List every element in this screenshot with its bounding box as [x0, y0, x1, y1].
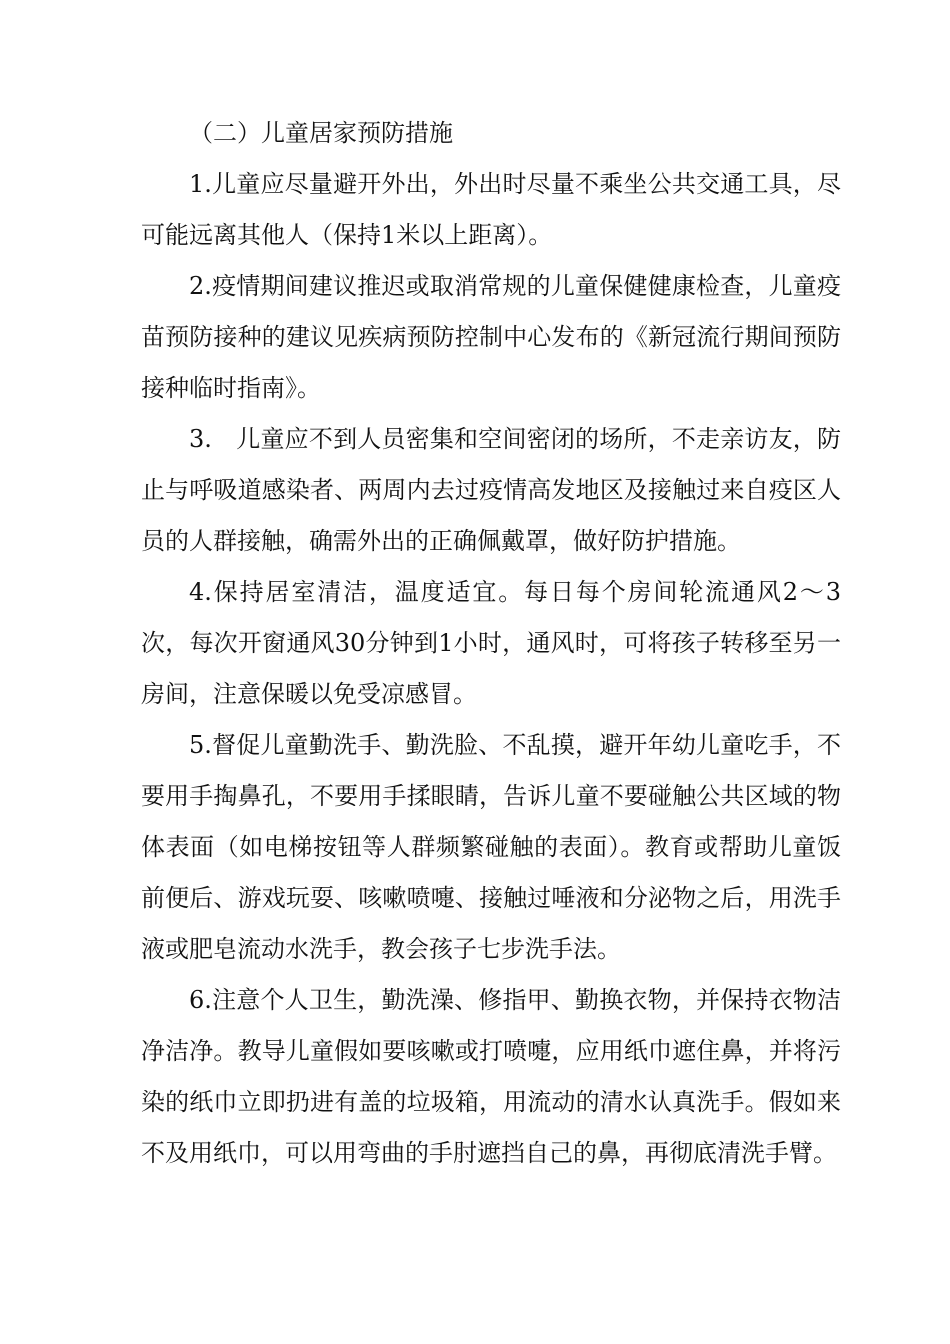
paragraph-3: 3. 儿童应不到人员密集和空间密闭的场所，不走亲访友，防止与呼吸道感染者、两周内去过疫情高发地区及接触过来自疫区人员的人群接触，确需外出的正确佩戴罩，做好防护措施。	[141, 425, 841, 555]
paragraph-6: 6.注意个人卫生，勤洗澡、修指甲、勤换衣物，并保持衣物洁净洁净。教导儿童假如要咳嗽或打喷嚏，应用纸巾遮住鼻，并将污染的纸巾立即扔进有盖的垃圾箱，用流动的清水认真洗手。假如来不及用纸巾，可以用弯曲的手肘遮挡自己的鼻，再彻底清洗手臂。	[141, 986, 841, 1167]
document-body	[141, 108, 841, 1179]
paragraph-4: 4.保持居室清洁，温度适宜。每日每个房间轮流通风2〜3次，每次开窗通风30分钟到1小时，通风时，可将孩子转移至另一房间，注意保暖以免受凉感冒。	[141, 578, 841, 708]
paragraph-5: 5.督促儿童勤洗手、勤洗脸、不乱摸，避开年幼儿童吃手，不要用手掏鼻孔，不要用手揉眼睛，告诉儿童不要碰触公共区域的物体表面（如电梯按钮等人群频繁碰触的表面）。教育或帮助儿童饭前便后、游戏玩耍、咳嗽喷嚏、接触过唾液和分泌物之后，用洗手液或肥皂流动水洗手，教会孩子七步洗手法。	[141, 731, 841, 963]
paragraph-1: 1.儿童应尽量避开外出，外出时尽量不乘坐公共交通工具，尽可能远离其他人（保持1米以上距离）。	[141, 170, 841, 249]
section-heading: （二）儿童居家预防措施	[189, 119, 453, 147]
paragraph-2: 2.疫情期间建议推迟或取消常规的儿童保健健康检查，儿童疫苗预防接种的建议见疾病预防控制中心发布的《新冠流行期间预防接种临时指南》。	[141, 272, 841, 402]
